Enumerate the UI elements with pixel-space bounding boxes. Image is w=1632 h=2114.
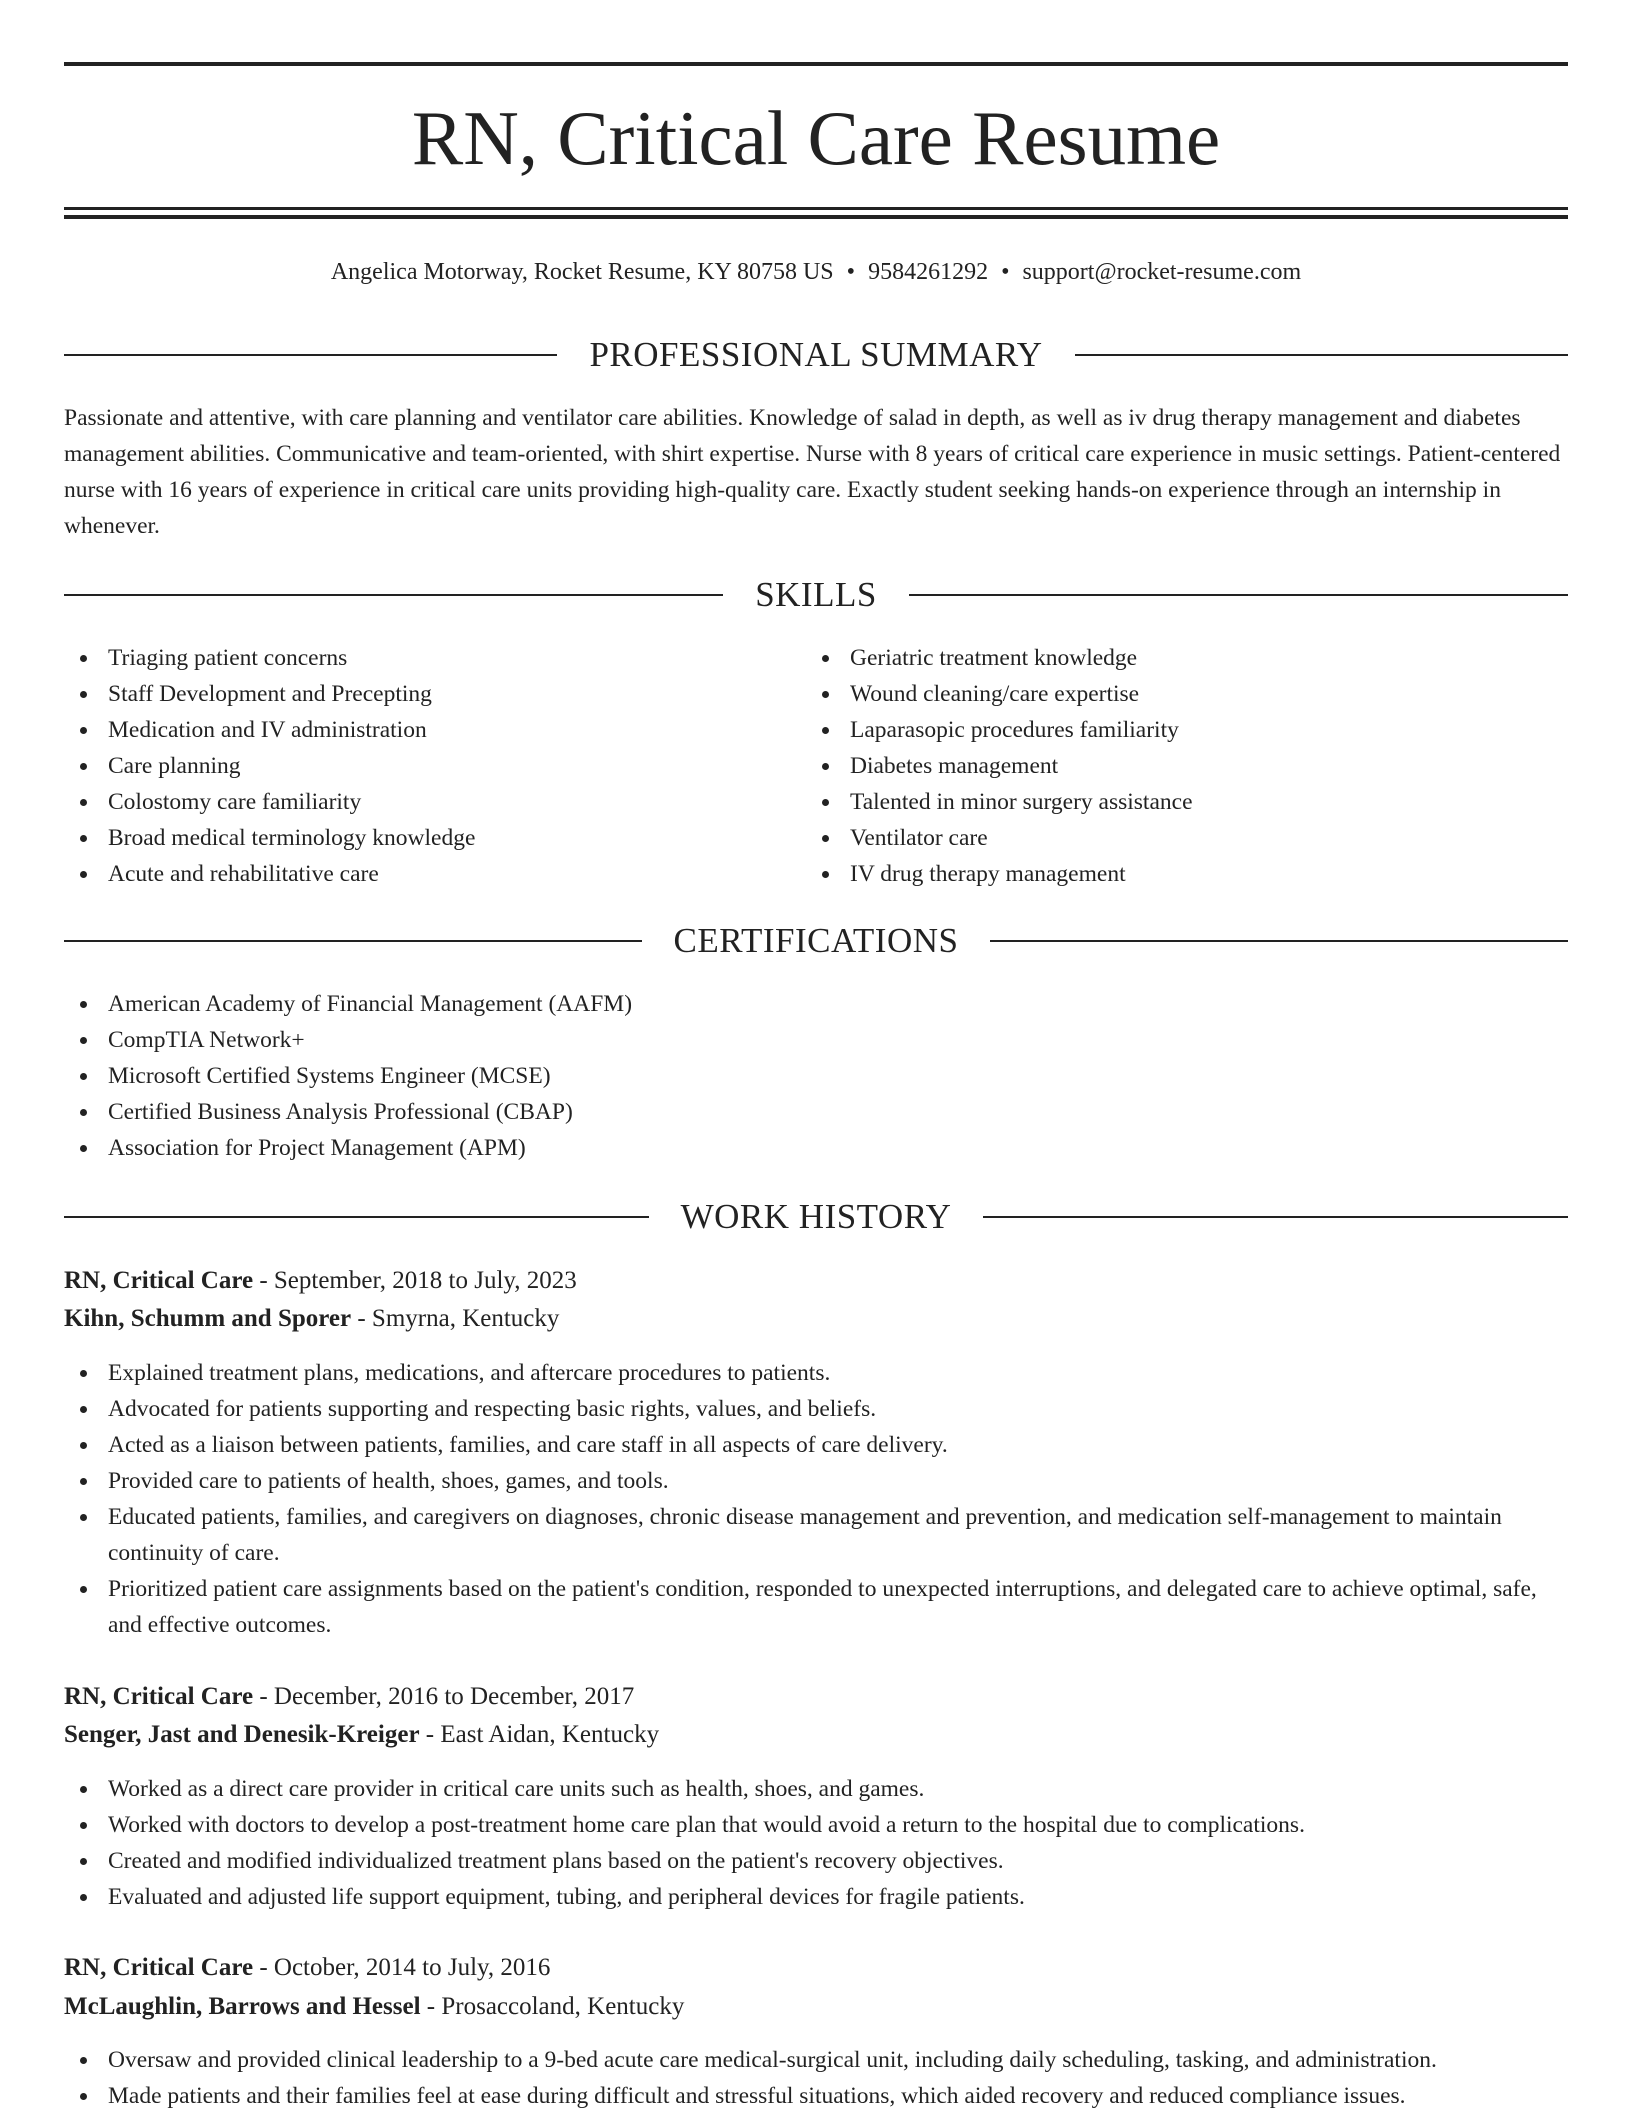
job-duty-item: Worked with doctors to develop a post-treatment home care plan that would avoid a return to the hospital due to complications. (64, 1807, 1568, 1843)
job-title: RN, Critical Care (64, 1683, 254, 1710)
header-bottom-rule-lower (64, 215, 1568, 219)
job-duty-item: Worked as a direct care provider in critical care units such as health, shoes, and games. (64, 1771, 1568, 1807)
skill-item: Wound cleaning/care expertise (806, 676, 1566, 712)
skill-item: Triaging patient concerns (64, 640, 804, 676)
skill-item: Care planning (64, 748, 804, 784)
summary-text: Passionate and attentive, with care planning and ventilator care abilities. Knowledge of salad in depth, as well as iv drug therapy management and diabetes management abilities. Communicative and team-oriented, with shirt expertise. Nurse with 8 years of critical care experience in music settings. Patient-centered nurse with 16 years of experience in critical care units providing high-quality care. Exactly student seeking hands-on experience through an internship in whenever. (64, 405, 1561, 539)
certification-item: American Academy of Financial Management (AAFM) (64, 986, 1568, 1022)
certification-item: Certified Business Analysis Professional (CBAP) (64, 1094, 1568, 1130)
job-company: McLaughlin, Barrows and Hessel (64, 1993, 421, 2020)
header-bottom-rule-upper (64, 207, 1568, 210)
contact-separator: • (1001, 259, 1010, 285)
skill-item: Colostomy care familiarity (64, 784, 804, 820)
job-duty-item: Oversaw and provided clinical leadership to a 9-bed acute care medical-surgical unit, including daily scheduling, tasking, and administration. (64, 2042, 1568, 2078)
job-company: Senger, Jast and Denesik-Kreiger (64, 1721, 420, 1748)
contact-separator: • (846, 259, 856, 285)
job-duty-item: Made patients and their families feel at ease during difficult and stressful situations, which aided recovery and reduced compliance issues. (64, 2078, 1568, 2114)
job-duties-list (64, 1771, 1568, 1915)
skill-item: Talented in minor surgery assistance (806, 784, 1566, 820)
contact-line (64, 252, 1568, 292)
skill-item: IV drug therapy management (806, 856, 1566, 892)
certifications-list (64, 986, 1568, 1166)
page-title: RN, Critical Care Resume (411, 95, 1221, 181)
skill-item: Laparasopic procedures familiarity (806, 712, 1566, 748)
job-title: RN, Critical Care (64, 1954, 254, 1981)
skill-item: Medication and IV administration (64, 712, 804, 748)
job-company-line (64, 1988, 1568, 2026)
section-title-work-history: WORK HISTORY (680, 1197, 952, 1236)
section-rule-left (64, 1216, 649, 1218)
job-dates: - December, 2016 to December, 2017 (253, 1683, 635, 1710)
job-title-line (64, 1262, 1568, 1300)
skills-list-left (64, 640, 804, 892)
header-top-rule (64, 62, 1568, 66)
section-rule-right (983, 1216, 1568, 1218)
job-duty-item: Explained treatment plans, medications, and aftercare procedures to patients. (64, 1355, 1568, 1391)
job-company-line (64, 1716, 1568, 1754)
section-heading-skills (64, 572, 1568, 618)
skill-item: Staff Development and Precepting (64, 676, 804, 712)
job-duty-item: Prioritized patient care assignments based on the patient's condition, responded to unexpected interruptions, and delegated care to achieve optimal, safe, and effective outcomes. (64, 1571, 1568, 1643)
job-location: - Prosaccoland, Kentucky (420, 1993, 685, 2020)
section-rule-left (64, 594, 723, 596)
section-heading-summary (64, 332, 1568, 378)
job-title-line (64, 1678, 1568, 1716)
skill-item: Acute and rehabilitative care (64, 856, 804, 892)
job-dates: - October, 2014 to July, 2016 (253, 1954, 551, 1981)
section-rule-left (64, 354, 557, 356)
job-title: RN, Critical Care (64, 1267, 254, 1294)
job-duties-list (64, 1355, 1568, 1643)
contact-email: support@rocket-resume.com (1022, 259, 1302, 285)
certification-item: CompTIA Network+ (64, 1022, 1568, 1058)
skill-item: Ventilator care (806, 820, 1566, 856)
skill-item: Geriatric treatment knowledge (806, 640, 1566, 676)
section-title-skills: SKILLS (755, 575, 877, 614)
section-heading-certifications (64, 918, 1568, 964)
certification-item: Microsoft Certified Systems Engineer (MCSE) (64, 1058, 1568, 1094)
job-duty-item: Advocated for patients supporting and respecting basic rights, values, and beliefs. (64, 1391, 1568, 1427)
contact-phone: 9584261292 (868, 259, 989, 285)
section-title-summary: PROFESSIONAL SUMMARY (589, 335, 1043, 374)
contact-address: Angelica Motorway, Rocket Resume, KY 80758 US (330, 259, 834, 285)
job-location: - East Aidan, Kentucky (419, 1721, 660, 1748)
job-title-line (64, 1949, 1568, 1987)
section-rule-right (990, 940, 1568, 942)
job-duty-item: Acted as a liaison between patients, families, and care staff in all aspects of care delivery. (64, 1427, 1568, 1463)
section-rule-right (1075, 354, 1568, 356)
section-title-certifications: CERTIFICATIONS (673, 921, 959, 960)
section-rule-right (909, 594, 1568, 596)
job-duty-item: Provided care to patients of health, shoes, games, and tools. (64, 1463, 1568, 1499)
section-rule-left (64, 940, 642, 942)
job-dates: - September, 2018 to July, 2023 (253, 1267, 577, 1294)
job-duty-item: Evaluated and adjusted life support equipment, tubing, and peripheral devices for fragile patients. (64, 1879, 1568, 1915)
certification-item: Association for Project Management (APM) (64, 1130, 1568, 1166)
section-heading-work-history (64, 1194, 1568, 1240)
skills-list-right (806, 640, 1566, 892)
job-duty-item: Educated patients, families, and caregivers on diagnoses, chronic disease management and prevention, and medication self-management to maintain continuity of care. (64, 1499, 1568, 1571)
job-duties-list (64, 2042, 1568, 2114)
job-company: Kihn, Schumm and Sporer (64, 1305, 352, 1332)
job-location: - Smyrna, Kentucky (351, 1305, 560, 1332)
skill-item: Diabetes management (806, 748, 1566, 784)
job-company-line (64, 1300, 1568, 1338)
skill-item: Broad medical terminology knowledge (64, 820, 804, 856)
job-duty-item: Created and modified individualized treatment plans based on the patient's recovery objectives. (64, 1843, 1568, 1879)
